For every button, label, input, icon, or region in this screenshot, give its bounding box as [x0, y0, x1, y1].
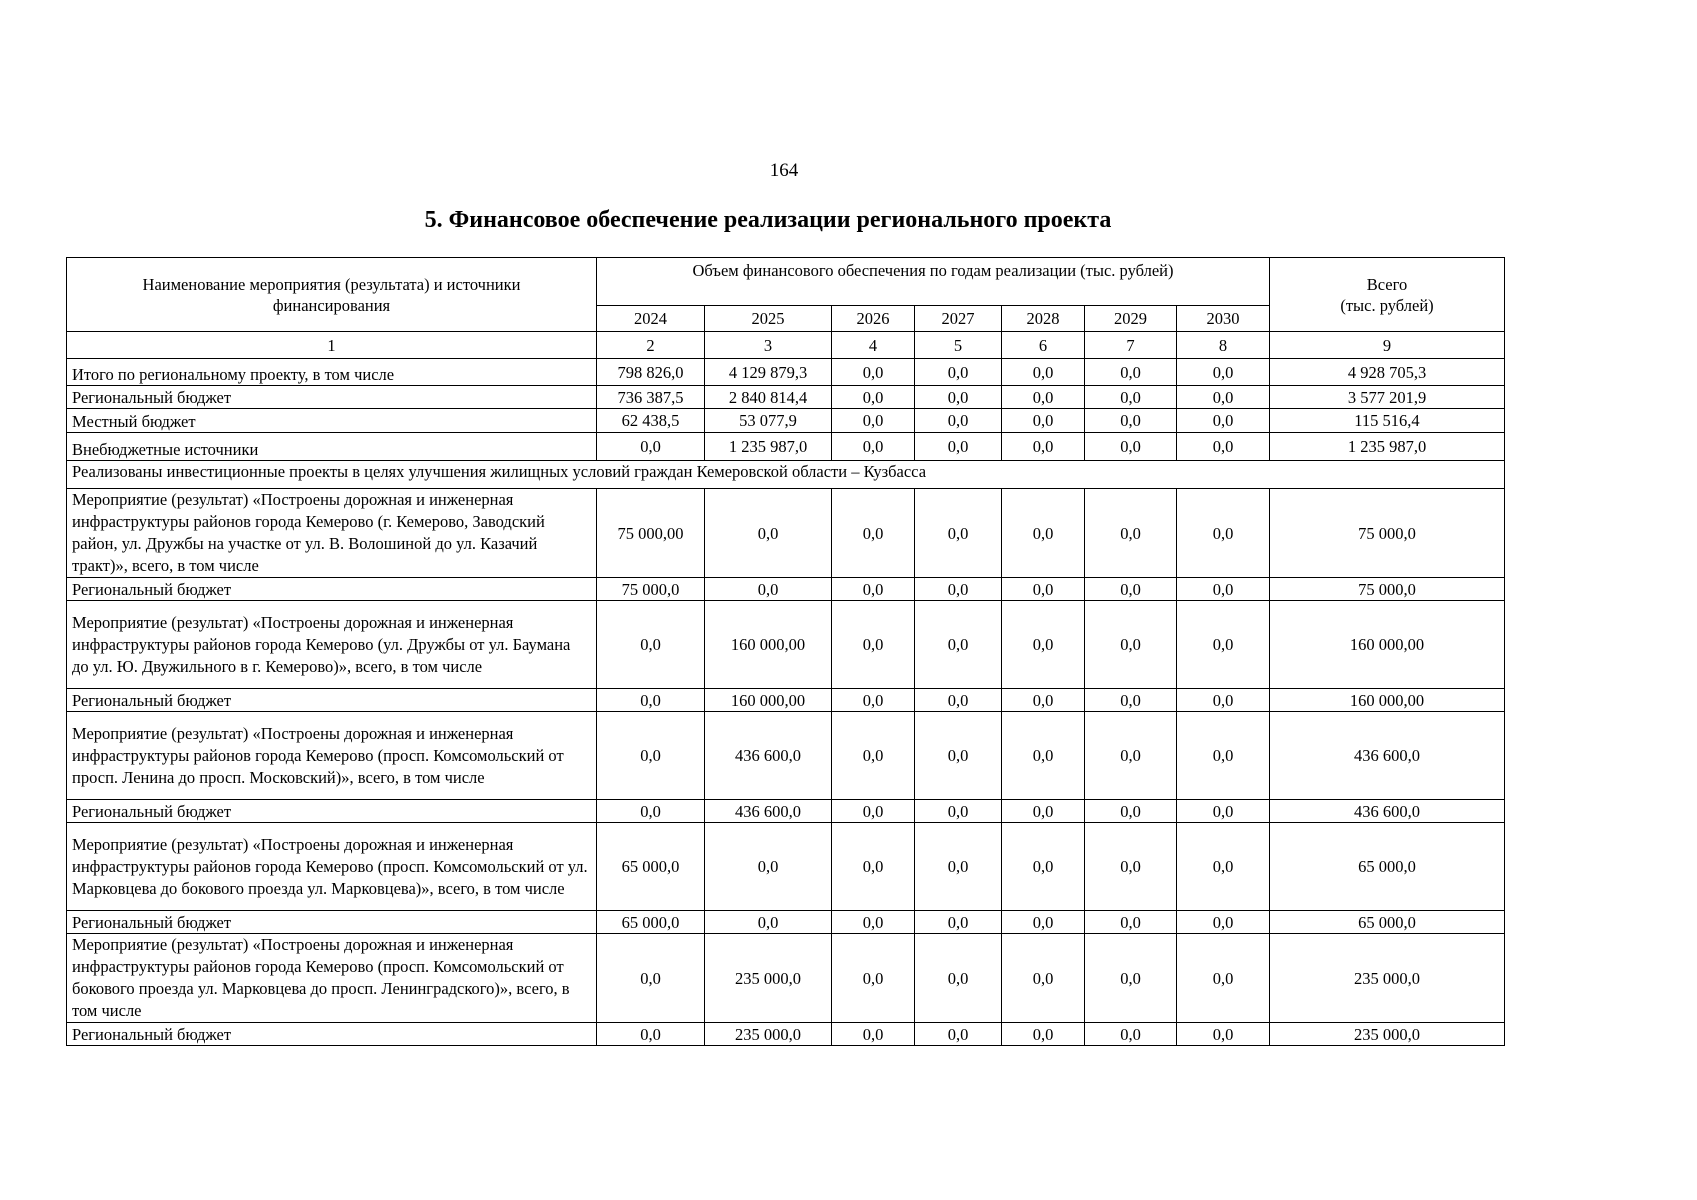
value-cell: 0,0 [832, 911, 915, 934]
value-cell: 0,0 [1085, 489, 1177, 578]
totals-row [67, 359, 1505, 386]
value-cell: 0,0 [1085, 386, 1177, 409]
value-cell: 0,0 [832, 689, 915, 712]
activity-row [67, 934, 1505, 1023]
year-cell: 2026 [832, 306, 915, 332]
financing-table [66, 257, 1505, 1046]
column-numbers-row [67, 332, 1505, 359]
value-cell: 65 000,0 [1270, 823, 1505, 911]
value-cell: 4 129 879,3 [705, 359, 832, 386]
value-cell: 65 000,0 [597, 823, 705, 911]
value-cell: 0,0 [915, 409, 1002, 433]
year-cell: 2024 [597, 306, 705, 332]
column-number-cell: 1 [67, 332, 597, 359]
value-cell: 0,0 [1177, 1023, 1270, 1046]
value-cell: 0,0 [1085, 409, 1177, 433]
row-name-cell: Мероприятие (результат) «Построены дорожная и инженерная инфраструктуры районов города Кемерово (ул. Дружбы от ул. Баумана до ул. Ю. Двужильного в г. Кемерово)», всего, в том числе [67, 601, 597, 689]
value-cell: 160 000,00 [1270, 601, 1505, 689]
value-cell: 0,0 [1002, 911, 1085, 934]
value-cell: 0,0 [1002, 712, 1085, 800]
value-cell: 0,0 [1177, 712, 1270, 800]
value-cell: 0,0 [1177, 934, 1270, 1023]
header-volume-cell: Объем финансового обеспечения по годам реализации (тыс. рублей) [597, 258, 1270, 306]
activity-budget-row [67, 911, 1505, 934]
value-cell: 235 000,0 [1270, 934, 1505, 1023]
totals-row [67, 433, 1505, 461]
year-cell: 2030 [1177, 306, 1270, 332]
value-cell: 160 000,00 [1270, 689, 1505, 712]
value-cell: 0,0 [1177, 601, 1270, 689]
header-total-line2: (тыс. рублей) [1340, 295, 1434, 315]
value-cell: 1 235 987,0 [1270, 433, 1505, 461]
value-cell: 0,0 [597, 934, 705, 1023]
activity-budget-row [67, 689, 1505, 712]
value-cell: 0,0 [915, 578, 1002, 601]
row-name-cell: Региональный бюджет [67, 386, 597, 409]
value-cell: 115 516,4 [1270, 409, 1505, 433]
value-cell: 798 826,0 [597, 359, 705, 386]
value-cell: 0,0 [1085, 578, 1177, 601]
value-cell: 0,0 [1085, 911, 1177, 934]
value-cell: 0,0 [1002, 489, 1085, 578]
column-number-cell: 5 [915, 332, 1002, 359]
value-cell: 75 000,0 [1270, 489, 1505, 578]
value-cell: 75 000,00 [597, 489, 705, 578]
header-name-cell: Наименование мероприятия (результата) и источники финансирования [67, 258, 597, 332]
totals-row [67, 386, 1505, 409]
header-row [67, 258, 1505, 306]
value-cell: 0,0 [597, 601, 705, 689]
activity-row [67, 712, 1505, 800]
value-cell: 62 438,5 [597, 409, 705, 433]
row-name-cell: Региональный бюджет [67, 578, 597, 601]
value-cell: 0,0 [1002, 1023, 1085, 1046]
value-cell: 0,0 [1002, 823, 1085, 911]
value-cell: 436 600,0 [705, 800, 832, 823]
value-cell: 0,0 [1085, 601, 1177, 689]
value-cell: 0,0 [1002, 689, 1085, 712]
value-cell: 0,0 [1177, 689, 1270, 712]
value-cell: 0,0 [915, 800, 1002, 823]
value-cell: 65 000,0 [597, 911, 705, 934]
activity-row [67, 601, 1505, 689]
value-cell: 0,0 [915, 489, 1002, 578]
value-cell: 0,0 [915, 689, 1002, 712]
year-cell: 2025 [705, 306, 832, 332]
value-cell: 436 600,0 [1270, 800, 1505, 823]
column-number-cell: 4 [832, 332, 915, 359]
value-cell: 160 000,00 [705, 601, 832, 689]
activity-row [67, 823, 1505, 911]
year-cell: 2028 [1002, 306, 1085, 332]
activity-row [67, 489, 1505, 578]
activity-budget-row [67, 1023, 1505, 1046]
value-cell: 3 577 201,9 [1270, 386, 1505, 409]
value-cell: 0,0 [1085, 712, 1177, 800]
value-cell: 0,0 [1085, 359, 1177, 386]
row-name-cell: Местный бюджет [67, 409, 597, 433]
value-cell: 0,0 [832, 712, 915, 800]
row-name-cell: Мероприятие (результат) «Построены дорожная и инженерная инфраструктуры районов города Кемерово (г. Кемерово, Заводский район, ул. Дружбы на участке от ул. В. Волошиной до ул. Казачий тракт)», всего, в том числе [67, 489, 597, 578]
value-cell: 0,0 [832, 800, 915, 823]
value-cell: 2 840 814,4 [705, 386, 832, 409]
value-cell: 436 600,0 [705, 712, 832, 800]
activity-budget-row [67, 800, 1505, 823]
value-cell: 0,0 [1085, 433, 1177, 461]
row-name-cell: Внебюджетные источники [67, 433, 597, 461]
value-cell: 0,0 [832, 934, 915, 1023]
value-cell: 736 387,5 [597, 386, 705, 409]
document-title: 5. Финансовое обеспечение реализации регионального проекта [424, 207, 1112, 233]
section-title-cell: Реализованы инвестиционные проекты в целях улучшения жилищных условий граждан Кемеровской области – Кузбасса [67, 461, 1505, 489]
value-cell: 436 600,0 [1270, 712, 1505, 800]
value-cell: 4 928 705,3 [1270, 359, 1505, 386]
value-cell: 0,0 [832, 823, 915, 911]
value-cell: 0,0 [1085, 689, 1177, 712]
column-number-cell: 2 [597, 332, 705, 359]
value-cell: 0,0 [1002, 386, 1085, 409]
value-cell: 0,0 [1177, 911, 1270, 934]
column-number-cell: 7 [1085, 332, 1177, 359]
column-number-cell: 8 [1177, 332, 1270, 359]
value-cell: 0,0 [915, 712, 1002, 800]
value-cell: 0,0 [832, 409, 915, 433]
value-cell: 0,0 [915, 359, 1002, 386]
value-cell: 160 000,00 [705, 689, 832, 712]
page-number: 164 [769, 160, 799, 181]
value-cell: 75 000,0 [1270, 578, 1505, 601]
row-name-cell: Региональный бюджет [67, 911, 597, 934]
value-cell: 0,0 [915, 386, 1002, 409]
value-cell: 0,0 [1002, 359, 1085, 386]
value-cell: 75 000,0 [597, 578, 705, 601]
value-cell: 0,0 [597, 800, 705, 823]
value-cell: 0,0 [1002, 433, 1085, 461]
header-total-line1: Всего [1366, 274, 1408, 294]
value-cell: 1 235 987,0 [705, 433, 832, 461]
value-cell: 0,0 [1002, 578, 1085, 601]
value-cell: 0,0 [1085, 823, 1177, 911]
value-cell: 0,0 [832, 578, 915, 601]
column-number-cell: 9 [1270, 332, 1505, 359]
value-cell: 0,0 [705, 489, 832, 578]
row-name-cell: Итого по региональному проекту, в том числе [67, 359, 597, 386]
value-cell: 0,0 [597, 1023, 705, 1046]
row-name-cell: Региональный бюджет [67, 1023, 597, 1046]
value-cell: 0,0 [597, 689, 705, 712]
value-cell: 0,0 [832, 1023, 915, 1046]
value-cell: 0,0 [915, 1023, 1002, 1046]
value-cell: 0,0 [915, 823, 1002, 911]
value-cell: 0,0 [1002, 800, 1085, 823]
value-cell: 0,0 [915, 934, 1002, 1023]
row-name-cell: Мероприятие (результат) «Построены дорожная и инженерная инфраструктуры районов города Кемерово (просп. Комсомольский от бокового проезда ул. Марковцева до просп. Ленинградского)», всего, в том числе [67, 934, 597, 1023]
value-cell: 65 000,0 [1270, 911, 1505, 934]
activity-budget-row [67, 578, 1505, 601]
value-cell: 0,0 [1177, 359, 1270, 386]
value-cell: 0,0 [1177, 489, 1270, 578]
value-cell: 0,0 [597, 712, 705, 800]
value-cell: 0,0 [832, 359, 915, 386]
column-number-cell: 3 [705, 332, 832, 359]
value-cell: 53 077,9 [705, 409, 832, 433]
value-cell: 0,0 [1002, 934, 1085, 1023]
value-cell: 0,0 [597, 433, 705, 461]
value-cell: 0,0 [705, 823, 832, 911]
header-total-cell [1270, 258, 1505, 332]
value-cell: 0,0 [1085, 800, 1177, 823]
row-name-cell: Региональный бюджет [67, 800, 597, 823]
value-cell: 0,0 [832, 601, 915, 689]
section-row [67, 461, 1505, 489]
value-cell: 235 000,0 [705, 1023, 832, 1046]
value-cell: 0,0 [1085, 934, 1177, 1023]
value-cell: 0,0 [1002, 601, 1085, 689]
value-cell: 0,0 [915, 433, 1002, 461]
value-cell: 0,0 [832, 433, 915, 461]
value-cell: 0,0 [1177, 578, 1270, 601]
year-cell: 2027 [915, 306, 1002, 332]
row-name-cell: Региональный бюджет [67, 689, 597, 712]
value-cell: 0,0 [1177, 409, 1270, 433]
value-cell: 0,0 [1085, 1023, 1177, 1046]
value-cell: 0,0 [832, 386, 915, 409]
value-cell: 0,0 [1177, 823, 1270, 911]
value-cell: 0,0 [1177, 386, 1270, 409]
value-cell: 0,0 [1002, 409, 1085, 433]
value-cell: 0,0 [1177, 433, 1270, 461]
value-cell: 0,0 [705, 578, 832, 601]
value-cell: 0,0 [832, 489, 915, 578]
value-cell: 0,0 [915, 601, 1002, 689]
value-cell: 0,0 [1177, 800, 1270, 823]
value-cell: 235 000,0 [705, 934, 832, 1023]
value-cell: 0,0 [915, 911, 1002, 934]
row-name-cell: Мероприятие (результат) «Построены дорожная и инженерная инфраструктуры районов города Кемерово (просп. Комсомольский от просп. Ленина до просп. Московский)», всего, в том числе [67, 712, 597, 800]
value-cell: 235 000,0 [1270, 1023, 1505, 1046]
column-number-cell: 6 [1002, 332, 1085, 359]
totals-row [67, 409, 1505, 433]
value-cell: 0,0 [705, 911, 832, 934]
row-name-cell: Мероприятие (результат) «Построены дорожная и инженерная инфраструктуры районов города Кемерово (просп. Комсомольский от ул. Марковцева до бокового проезда ул. Марковцева)», всего, в том числе [67, 823, 597, 911]
year-cell: 2029 [1085, 306, 1177, 332]
